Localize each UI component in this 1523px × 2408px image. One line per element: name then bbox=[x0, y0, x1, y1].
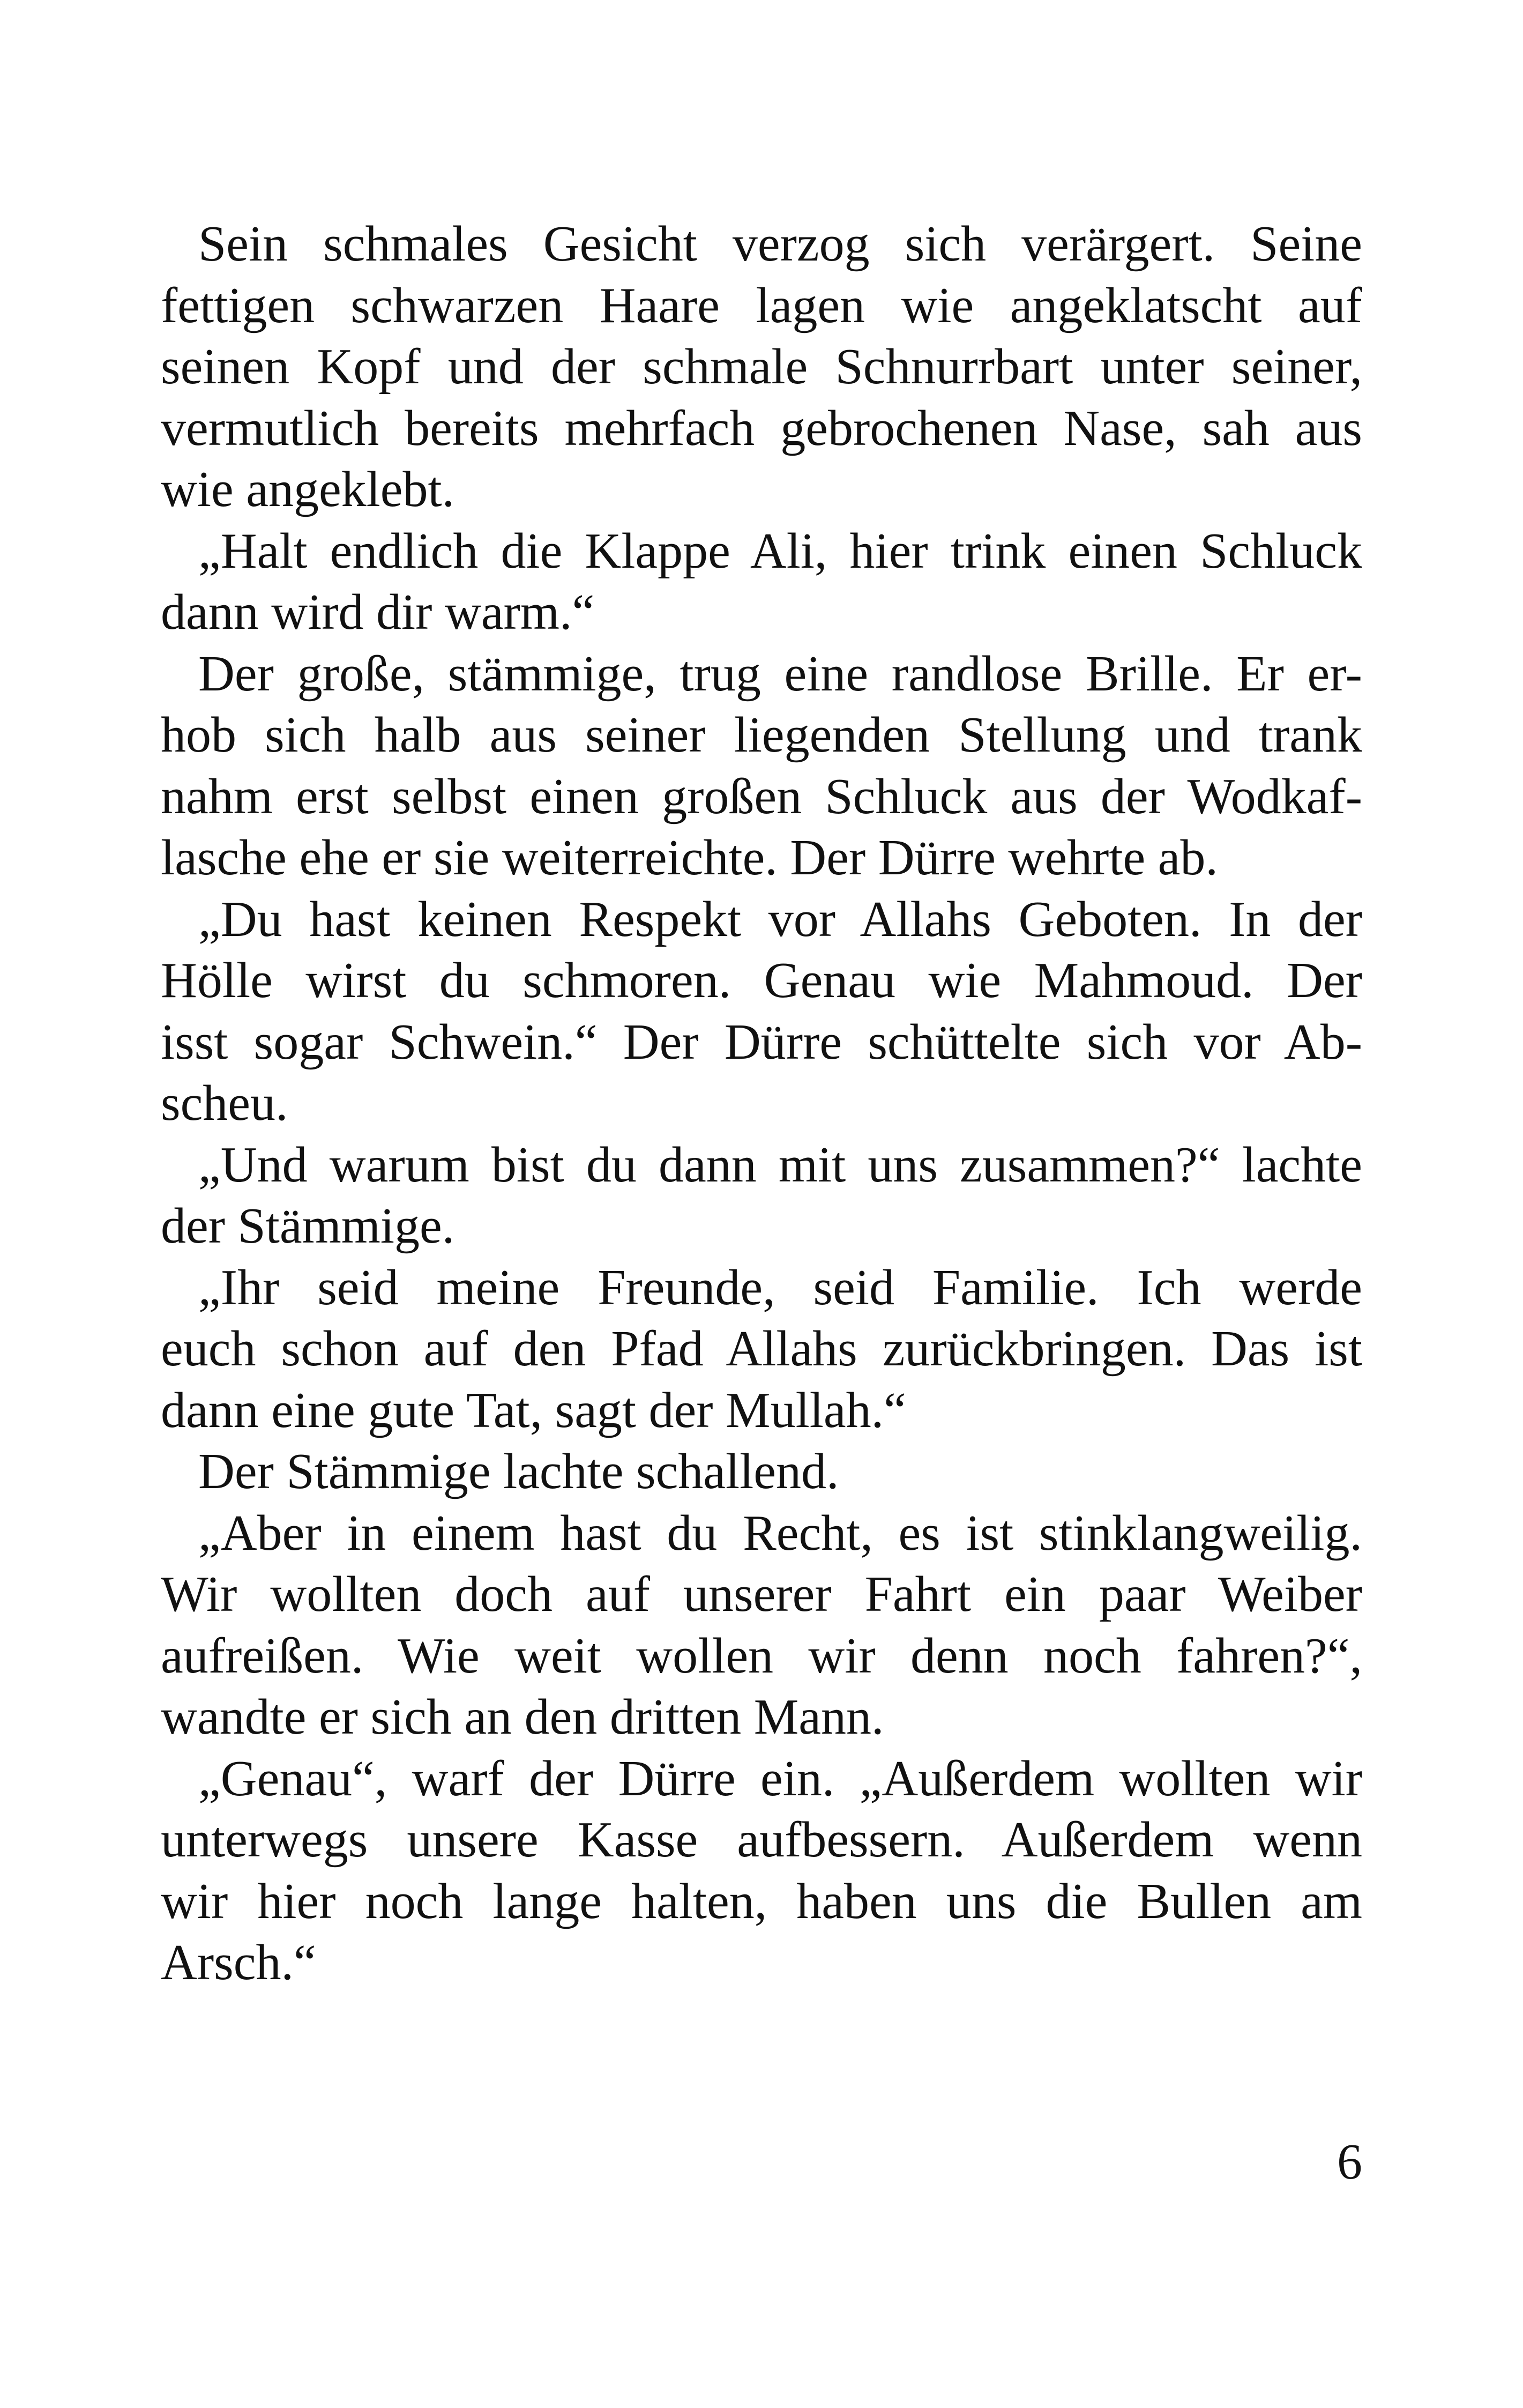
text-line: unterwegs unsere Kasse aufbessern. Außerdem wenn bbox=[161, 1812, 1362, 1868]
text-line: Wir wollten doch auf unserer Fahrt ein paar Weiber bbox=[161, 1566, 1362, 1622]
text-line: wandte er sich an den dritten Mann. bbox=[161, 1689, 884, 1745]
text-line: seinen Kopf und der schmale Schnurrbart unter seiner, bbox=[161, 339, 1362, 395]
text-line: „Und warum bist du dann mit uns zusammen?“ lachte bbox=[198, 1136, 1362, 1193]
text-line: Arsch.“ bbox=[161, 1935, 316, 1990]
text-line: „Aber in einem hast du Recht, es ist stinklangweilig. bbox=[198, 1505, 1362, 1561]
text-line: euch schon auf den Pfad Allahs zurückbringen. Das ist bbox=[161, 1321, 1362, 1377]
page-number: 6 bbox=[1337, 2134, 1362, 2190]
text-line: Der Stämmige lachte schallend. bbox=[198, 1444, 839, 1499]
text-line: lasche ehe er sie weiterreichte. Der Dürre wehrte ab. bbox=[161, 830, 1218, 886]
text-line: Der große, stämmige, trug eine randlose Brille. Er er- bbox=[198, 645, 1362, 702]
text-line: wir hier noch lange halten, haben uns die Bullen am bbox=[161, 1873, 1362, 1929]
text-line: scheu. bbox=[161, 1075, 288, 1131]
text-line: vermutlich bereits mehrfach gebrochenen Nase, sah aus bbox=[161, 400, 1362, 456]
text-line: hob sich halb aus seiner liegenden Stellung und trank bbox=[161, 707, 1362, 763]
text-line: Sein schmales Gesicht verzog sich verärgert. Seine bbox=[198, 216, 1362, 272]
text-line: dann eine gute Tat, sagt der Mullah.“ bbox=[161, 1382, 906, 1438]
text-line: „Genau“, warf der Dürre ein. „Außerdem wollten wir bbox=[198, 1750, 1362, 1807]
text-line: aufreißen. Wie weit wollen wir denn noch fahren?“, bbox=[161, 1627, 1362, 1684]
text-line: „Du hast keinen Respekt vor Allahs Geboten. In der bbox=[198, 891, 1362, 947]
text-line: isst sogar Schwein.“ Der Dürre schüttelte sich vor Ab- bbox=[161, 1014, 1362, 1070]
text-line: „Halt endlich die Klappe Ali, hier trink einen Schluck bbox=[198, 523, 1362, 579]
text-line: Hölle wirst du schmoren. Genau wie Mahmoud. Der bbox=[161, 953, 1362, 1008]
text-line: wie angeklebt. bbox=[161, 462, 455, 517]
text-line: der Stämmige. bbox=[161, 1198, 455, 1254]
text-line: „Ihr seid meine Freunde, seid Familie. Ich werde bbox=[198, 1259, 1362, 1316]
body-text bbox=[161, 213, 1362, 1994]
text-line: fettigen schwarzen Haare lagen wie angeklatscht auf bbox=[161, 277, 1362, 333]
text-line: nahm erst selbst einen großen Schluck aus der Wodkaf- bbox=[161, 768, 1362, 824]
text-line: dann wird dir warm.“ bbox=[161, 584, 595, 640]
